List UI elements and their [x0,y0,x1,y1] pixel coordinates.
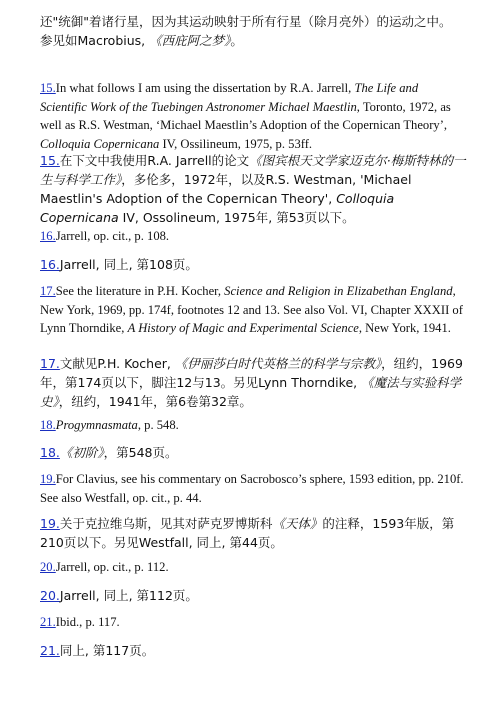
footnote-15-en-text-post: IV, Ossilineum, 1975, p. 53ff. [159,136,313,151]
footnote-19-zh-title: 《天体》 [272,516,323,531]
footnote-17-chinese [40,354,468,411]
footnote-18-zh-text: ，第548页。 [103,445,178,460]
footnote-18-link[interactable]: 18. [40,418,56,432]
footnote-15-zh-title-2: Colloquia Copernicana [40,191,395,225]
continuation-line-2-prefix: 参见如Macrobius, [40,33,150,48]
footnote-15-zh-text-post: IV, Ossolineum, 1975年, 第53页以下。 [118,210,355,225]
footnote-15-en-text-pre: In what follows I am using the dissertation by R.A. Jarrell, [55,81,355,95]
footnote-17-en-text-mid: , New York, 1969, pp. 174f, footnotes 12 and 13. See also Vol. VI, Chapter XXXII of Lynn Thorndike, [40,284,463,335]
footnote-17-zh-text-pre: 文献见P.H. Kocher, [59,356,175,371]
footnote-20-english [40,558,468,577]
footnote-18-zh-title: 《初阶》 [59,445,104,460]
footnote-18-en-title: Progymnasmata [55,418,138,432]
footnote-15-english [40,79,468,153]
footnote-17-en-title-2: A History of Magic and Experimental Science [127,321,359,335]
footnote-16-en-text: Jarrell, op. cit., p. 108. [55,229,170,243]
footnote-15-link[interactable]: 15. [40,81,56,95]
footnote-16-zh-link[interactable]: 16. [40,257,60,272]
footnote-16-chinese [40,255,468,274]
footnote-15-zh-link[interactable]: 15. [40,153,60,168]
footnote-17-en-title-1: Science and Religion in Elizabethan England [224,284,453,298]
footnote-20-en-text: Jarrell, op. cit., p. 112. [55,560,169,574]
continuation-line-1: 还"统御"着诸行星，因为其运动映射于所有行星（除月亮外）的运动之中。 [40,14,452,29]
footnote-20-zh-link[interactable]: 20. [40,588,60,603]
footnote-19-zh-link[interactable]: 19. [40,516,60,531]
footnote-15-chinese [40,151,468,227]
footnote-19-english [40,470,468,507]
footnote-17-zh-title-2: 《魔法与实验科学史》 [40,375,462,409]
footnote-19-zh-text-pre: 关于克拉维乌斯，见其对萨克罗博斯科 [59,516,273,531]
footnote-17-en-text-pre: See the literature in P.H. Kocher, [55,284,225,298]
footnote-20-link[interactable]: 20. [40,560,56,574]
footnote-16-zh-text: Jarrell, 同上, 第108页。 [59,257,198,272]
footnote-18-en-text: , p. 548. [137,418,179,432]
footnote-19-chinese [40,514,468,552]
footnote-19-zh-text-post: 的注释，1593年版，第210页以下。另见Westfall, 同上, 第44页。 [40,516,455,550]
continuation-line-2-suffix: 。 [230,33,243,48]
footnote-19-link[interactable]: 19. [40,472,56,486]
footnote-17-en-text-post: , New York, 1941. [358,321,451,335]
footnote-17-english [40,282,468,338]
footnote-16-link[interactable]: 16. [40,229,56,243]
footnote-15-zh-text-mid: ，多伦多，1972年，以及R.S. Westman, 'Michael Maestlin's Adoption of the Copernican Theory', [40,172,412,206]
footnote-15-en-title-1: The Life and Scientific Work of the Tuebingen Astronomer Michael Maestlin [40,81,419,114]
footnote-17-link[interactable]: 17. [40,284,56,298]
footnote-21-en-text: Ibid., p. 117. [55,615,120,629]
footnote-17-zh-link[interactable]: 17. [40,356,60,371]
footnote-15-zh-text-pre: 在下文中我使用R.A. Jarrell的论文 [59,153,250,168]
footnote-16-english [40,227,468,246]
footnote-17-zh-text-post: ，纽约，1941年，第6卷第32章。 [58,394,252,409]
footnote-21-zh-text: 同上, 第117页。 [59,643,155,658]
footnote-17-zh-text-mid: ，纽约，1969年，第174页以下，脚注12与13。另见Lynn Thorndike, [40,356,463,390]
footnote-15-zh-title-1: 《图宾根天文学家迈克尔·梅斯特林的一生与科学工作》 [40,153,466,187]
footnote-21-chinese [40,641,468,660]
footnote-15-en-text-mid: , Toronto, 1972, as well as R.S. Westman, ‘Michael Maestlin’s Adoption of the Copernican Theory’, [40,99,451,132]
footnote-18-zh-link[interactable]: 18. [40,445,60,460]
footnote-20-zh-text: Jarrell, 同上, 第112页。 [59,588,198,603]
footnote-20-chinese [40,586,468,605]
footnote-19-en-text: For Clavius, see his commentary on Sacrobosco’s sphere, 1593 edition, pp. 210f. See also Westfall, op. cit., p. 44. [40,472,464,505]
footnote-21-zh-link[interactable]: 21. [40,643,60,658]
continuation-title: 《西庇阿之梦》 [149,33,231,48]
footnote-21-link[interactable]: 21. [40,615,56,629]
footnote-21-english [40,613,468,632]
footnote-18-chinese [40,443,468,462]
footnote-17-zh-title-1: 《伊丽莎白时代英格兰的科学与宗教》 [174,356,382,371]
continuation-paragraph [40,12,468,50]
footnote-18-english [40,416,468,435]
footnote-15-en-title-2: Colloquia Copernicana [40,136,160,151]
